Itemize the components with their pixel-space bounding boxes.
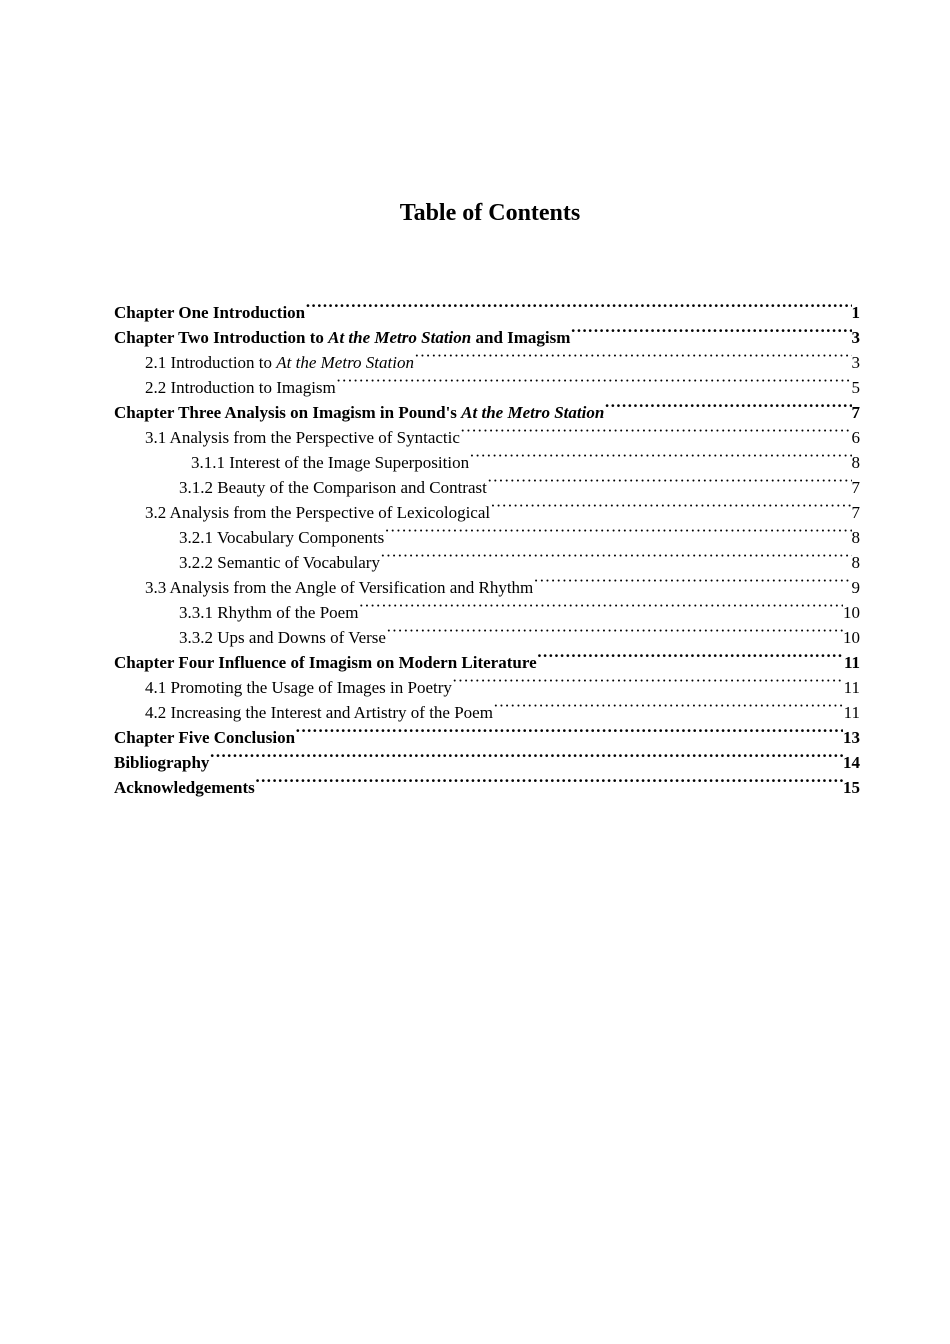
toc-entry-label: 4.1 Promoting the Usage of Images in Poetry xyxy=(145,678,452,697)
dot-leader xyxy=(487,468,852,493)
toc-entry-label: 3.2 Analysis from the Perspective of Lexicological xyxy=(145,503,491,522)
dot-leader xyxy=(209,743,843,768)
toc-entry-label: Chapter One Introduction xyxy=(114,303,306,322)
dot-leader xyxy=(490,493,851,518)
toc-page-number: 14 xyxy=(843,753,860,772)
toc-entry[interactable] xyxy=(114,768,860,797)
toc-page-number: 10 xyxy=(843,603,860,622)
toc-page-number: 7 xyxy=(851,403,860,422)
toc-entry-label: 3.2.2 Semantic of Vocabulary xyxy=(179,553,380,572)
toc-page-number: 11 xyxy=(843,703,860,722)
dot-leader xyxy=(414,343,852,368)
toc-entry-label: 3.1 Analysis from the Perspective of Syntactic xyxy=(145,428,460,447)
toc-entry-label: 4.2 Increasing the Interest and Artistry of the Poem xyxy=(145,703,493,722)
dot-leader xyxy=(384,518,851,543)
toc-page-number: 8 xyxy=(851,553,860,572)
toc-page-number: 11 xyxy=(843,653,860,672)
toc-entry-label: Chapter Five Conclusion xyxy=(114,728,296,747)
dot-leader xyxy=(469,443,851,468)
toc-entry-label: 3.2.1 Vocabulary Components xyxy=(179,528,385,547)
toc-entry-label: Chapter Four Influence of Imagism on Modern Literature xyxy=(114,653,537,672)
toc-page-number: 6 xyxy=(851,428,860,447)
toc-page-number: 10 xyxy=(843,628,860,647)
dot-leader xyxy=(295,718,843,743)
toc-page-number: 11 xyxy=(843,678,860,697)
toc-entry-label: Chapter Two Introduction to At the Metro Station and Imagism xyxy=(114,328,571,347)
dot-leader xyxy=(537,643,844,668)
dot-leader xyxy=(336,368,852,393)
dot-leader xyxy=(386,618,843,643)
toc-page-number: 3 xyxy=(851,328,860,347)
toc-page-number: 1 xyxy=(851,303,860,322)
toc-entry[interactable] xyxy=(114,293,860,322)
dot-leader xyxy=(452,668,844,693)
toc-entry-label: 3.3.2 Ups and Downs of Verse xyxy=(179,628,386,647)
toc-page-number: 13 xyxy=(843,728,860,747)
page-title: Table of Contents xyxy=(399,200,581,226)
toc-entry-label: Bibliography xyxy=(114,753,210,772)
toc-entry-label: 3.1.2 Beauty of the Comparison and Contrast xyxy=(179,478,487,497)
toc-page-number: 5 xyxy=(851,378,860,397)
toc-entry-label: 3.3 Analysis from the Angle of Versification and Rhythm xyxy=(145,578,534,597)
toc-page-number: 15 xyxy=(843,778,860,797)
dot-leader xyxy=(533,568,851,593)
toc-page-number: 3 xyxy=(851,353,860,372)
toc-page-number: 8 xyxy=(851,453,860,472)
dot-leader xyxy=(604,393,851,418)
dot-leader xyxy=(305,293,851,318)
toc-page-number: 7 xyxy=(851,478,860,497)
toc-entry-label: 3.1.1 Interest of the Image Superposition xyxy=(191,453,470,472)
dot-leader xyxy=(358,593,843,618)
dot-leader xyxy=(255,768,843,793)
dot-leader xyxy=(570,318,851,343)
dot-leader xyxy=(493,693,844,718)
toc-page-number: 9 xyxy=(851,578,860,597)
toc-entry[interactable] xyxy=(114,743,860,772)
toc-entry-label: Chapter Three Analysis on Imagism in Pound's At the Metro Station xyxy=(114,403,605,422)
toc-entry-label: 2.1 Introduction to At the Metro Station xyxy=(145,353,414,372)
toc-page-number: 8 xyxy=(851,528,860,547)
toc-page-number: 7 xyxy=(851,503,860,522)
dot-leader xyxy=(380,543,852,568)
toc-entry-label: 3.3.1 Rhythm of the Poem xyxy=(179,603,359,622)
toc-list xyxy=(114,293,860,797)
dot-leader xyxy=(460,418,852,443)
toc-entry-label: Acknowledgements xyxy=(114,778,255,797)
toc-entry-label: 2.2 Introduction to Imagism xyxy=(145,378,336,397)
